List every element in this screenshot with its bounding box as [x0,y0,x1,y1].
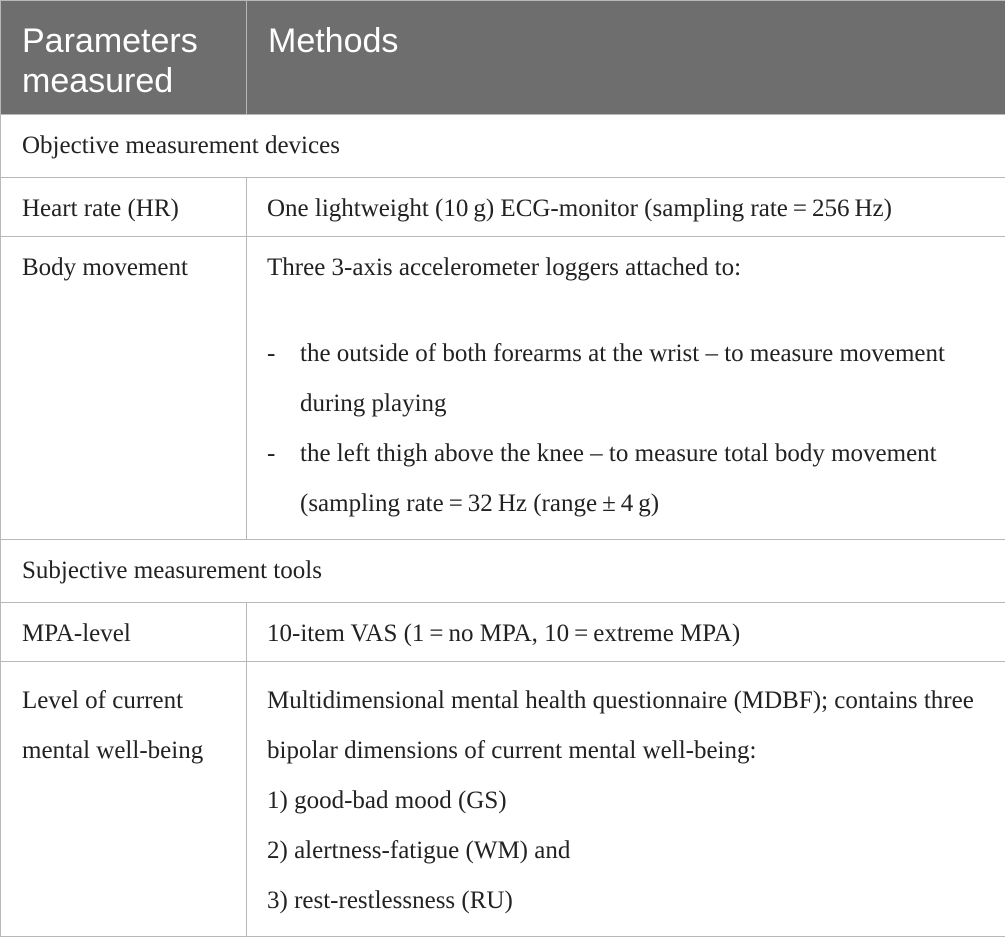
bullet-text: the left thigh above the knee – to measure total body movement (sampling rate = 32 Hz (range ± 4 g) [300,440,937,517]
section-row-subjective [1,540,1005,603]
list-item [267,329,995,429]
section-subjective-label: Subjective measurement tools [1,540,1005,603]
method-line: 3) rest-restlessness (RU) [267,887,513,914]
header-methods: Methods [247,1,1005,115]
header-parameters: Parameters measured [1,1,247,115]
method-line: 1) good-bad mood (GS) [267,787,507,814]
bullet-marker: - [267,340,276,367]
method-cell: 10-item VAS (1 = no MPA, 10 = extreme MPA) [247,603,1005,662]
parameter-cell: Level of current mental well-being [1,662,247,937]
method-cell [247,237,1005,540]
parameter-cell: Body movement [1,237,247,540]
bullet-marker: - [267,440,276,467]
section-row-objective [1,115,1005,178]
table-row-heart-rate [1,178,1005,237]
spacer [267,285,995,329]
parameter-cell: Heart rate (HR) [1,178,247,237]
bullet-list [267,329,995,529]
table-row-body-movement [1,237,1005,540]
method-cell [247,662,1005,937]
section-objective-label: Objective measurement devices [1,115,1005,178]
method-cell: One lightweight (10 g) ECG-monitor (sampling rate = 256 Hz) [247,178,1005,237]
table-row-wellbeing [1,662,1005,937]
method-line: 2) alertness-fatigue (WM) and [267,837,571,864]
table-header-row [1,1,1005,115]
table-row-mpa [1,603,1005,662]
bullet-text: the outside of both forearms at the wrist – to measure movement during playing [300,340,945,417]
list-item [267,429,995,529]
parameter-cell: MPA-level [1,603,247,662]
method-intro: Three 3-axis accelerometer loggers attached to: [267,254,742,281]
method-line: Multidimensional mental health questionnaire (MDBF); contains three bipolar dimensions of current mental well-being: [267,687,974,764]
